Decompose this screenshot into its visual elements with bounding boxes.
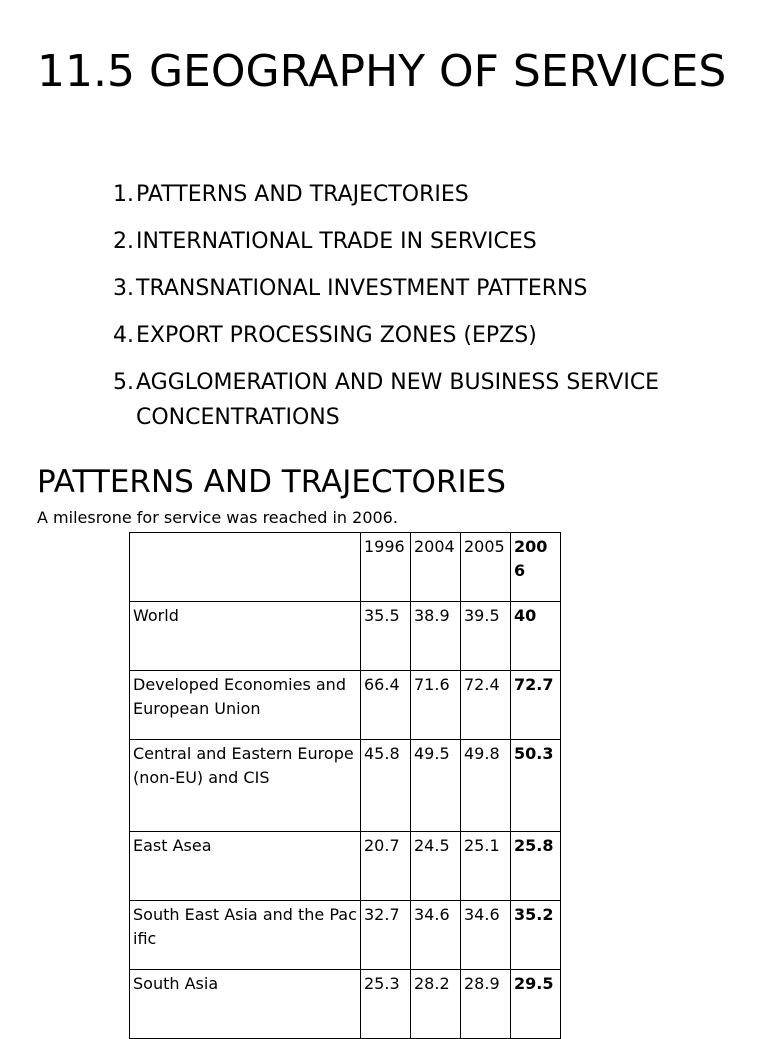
outline-item-text: PATTERNS AND TRAJECTORIES [136, 182, 469, 207]
outline-item-text: TRANSNATIONAL INVESTMENT PATTERNS [136, 276, 588, 301]
table-row [130, 832, 561, 901]
row-label: Developed Economies and European Union [130, 671, 361, 740]
table-header-cell: 1996 [361, 533, 411, 602]
table-header-cell: 2004 [411, 533, 461, 602]
outline-item [113, 224, 763, 259]
table-cell: 72.4 [461, 671, 511, 740]
section-heading: PATTERNS AND TRAJECTORIES [37, 464, 506, 500]
table-cell: 71.6 [411, 671, 461, 740]
outline-item [113, 318, 763, 353]
table-row [130, 970, 561, 1039]
outline-list [113, 177, 763, 447]
table-header-cell [130, 533, 361, 602]
table-header-cell: 2005 [461, 533, 511, 602]
table-cell: 28.2 [411, 970, 461, 1039]
outline-item [113, 271, 763, 306]
table-cell: 72.7 [511, 671, 561, 740]
table-row [130, 740, 561, 832]
table-cell: 50.3 [511, 740, 561, 832]
row-label: East Asea [130, 832, 361, 901]
table-cell: 49.8 [461, 740, 511, 832]
outline-item-number: 1. [113, 182, 134, 207]
table-cell: 66.4 [361, 671, 411, 740]
outline-item-number: 4. [113, 323, 134, 348]
table-cell: 32.7 [361, 901, 411, 970]
table-cell: 34.6 [461, 901, 511, 970]
table-row [130, 671, 561, 740]
table-row [130, 602, 561, 671]
table-cell: 34.6 [411, 901, 461, 970]
table-cell: 38.9 [411, 602, 461, 671]
table-header-cell: 2006 [511, 533, 561, 602]
table-cell: 25.8 [511, 832, 561, 901]
table-cell: 20.7 [361, 832, 411, 901]
outline-item-number: 5. [113, 370, 134, 395]
table-row [130, 901, 561, 970]
outline-item-number: 3. [113, 276, 134, 301]
table-cell: 28.9 [461, 970, 511, 1039]
services-share-table [129, 532, 561, 1039]
table-cell: 24.5 [411, 832, 461, 901]
table-cell: 45.8 [361, 740, 411, 832]
table-cell: 40 [511, 602, 561, 671]
outline-item-text: AGGLOMERATION AND NEW BUSINESS SERVICE CONCENTRATIONS [136, 370, 660, 430]
table-cell: 35.5 [361, 602, 411, 671]
page-title: 11.5 GEOGRAPHY OF SERVICES [37, 46, 727, 97]
table-cell: 29.5 [511, 970, 561, 1039]
section-caption: A milesrone for service was reached in 2006. [37, 508, 398, 527]
table-cell: 35.2 [511, 901, 561, 970]
outline-item-number: 2. [113, 229, 134, 254]
outline-item-text: EXPORT PROCESSING ZONES (EPZS) [136, 323, 537, 348]
outline-item-text: INTERNATIONAL TRADE IN SERVICES [136, 229, 537, 254]
outline-item [113, 177, 763, 212]
table-cell: 25.3 [361, 970, 411, 1039]
table-cell: 49.5 [411, 740, 461, 832]
row-label: South East Asia and the Pacific [130, 901, 361, 970]
table-cell: 39.5 [461, 602, 511, 671]
row-label: Central and Eastern Europe (non-EU) and CIS [130, 740, 361, 832]
row-label: World [130, 602, 361, 671]
outline-item [113, 365, 763, 435]
row-label: South Asia [130, 970, 361, 1039]
table-header-row [130, 533, 561, 602]
table-cell: 25.1 [461, 832, 511, 901]
